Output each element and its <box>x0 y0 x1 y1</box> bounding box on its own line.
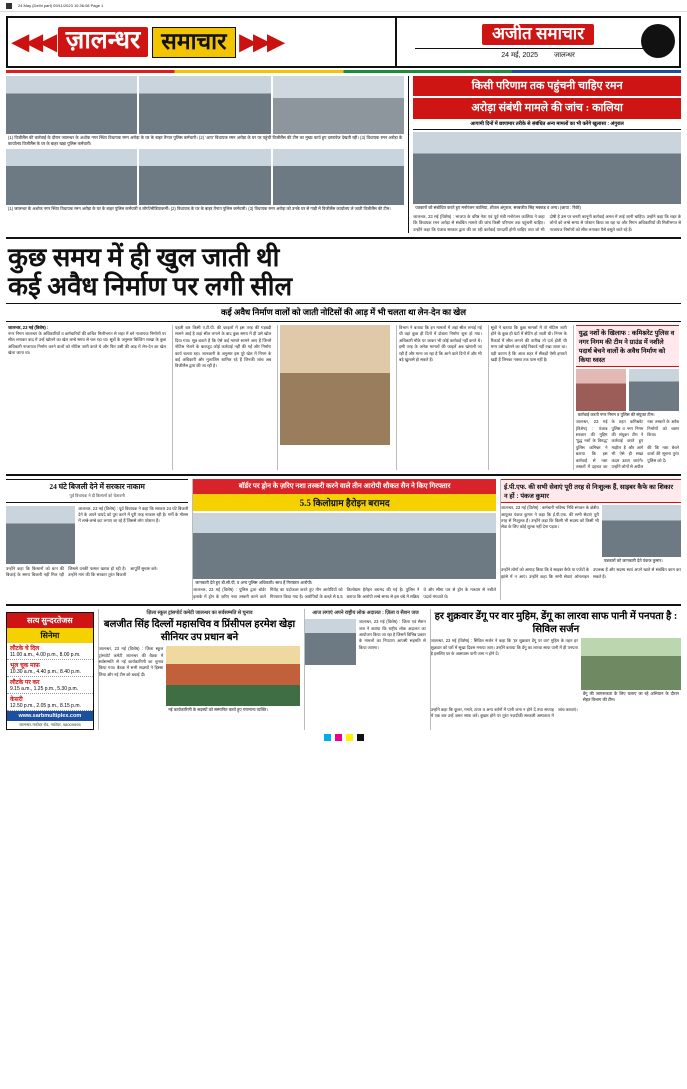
epf-photo <box>602 505 681 557</box>
war-on-drugs-headline: युद्ध नशों के खिलाफ : कमिश्नरेट पुलिस व नगर निगम की टीम ने ग्राउंड में नशीले पदार्थ बेचने वालों के अवैध निर्माण को किया ध्वस्त <box>576 325 679 367</box>
news-photo <box>6 149 137 205</box>
photo-caption-set1: (1) विजीलैंस की कार्रवाई के दौरान जालन्धर के अशोक नगर स्थित विधायक रमन अरोड़ा के घर के बाहर तैनात पुलिस कर्मचारी। (2) 'आप' विधायक रमन अरोड़ा के घर पर पहुंची विजीलैंस की टीम का मुख्य कार्य हुए दस्तावेज़ देखती रही। (3) विधायक रमन अरोड़ा के कार्यालय विजीलैंस के घर के बाहर खड़ा पुलिस कर्मचारी। <box>8 135 403 147</box>
cinema-movie-time: 11.00 a.m., 4.00 p.m., 8.00 p.m. <box>10 652 81 659</box>
micro-bar-text: 24 May (Delhi part) 09/11/2023 10:36:08 Page 1 <box>18 3 104 8</box>
lead-headline-line2: अरोड़ा संबंधी मामले की जांच : कालिया <box>413 98 681 118</box>
main-headline-line1: कुछ समय में ही खुल जाती थी <box>8 242 280 272</box>
border-drone-body: जालन्धर, 23 मई (विशेष) : पुलिस द्वारा बॉर्डर इलाके में ड्रोन के ज़रिए नशा तस्करी करने वाले गिरोह का पर्दाफाश करते हुए तीन आरोपियों को गिरफ्तार किया गया है। आरोपियों के कब्ज़े से 5.5 किलोग्राम हैरोइन बरामद की गई है। पुलिस ने बताया कि आरोपी लम्बे समय से इस धंधे में सक्रिय थे और सीमा पार से ड्रोन के माध्यम से नशीले पदार्थ मंगवाते थे। <box>193 587 496 599</box>
reg-mark-black <box>357 734 364 741</box>
mid-section <box>6 474 681 600</box>
news-photo <box>273 76 404 134</box>
power-story-headline: 24 घंटे बिजली देने में सरकार नाकाम <box>49 482 145 492</box>
news-photo <box>139 149 270 205</box>
brand-ajit-samachar: अजीत समाचार <box>482 24 594 45</box>
masthead-date: 24 मई, 2025 <box>501 52 539 59</box>
transport-body: जालन्धर, 23 मई (विशेष) : ज़िला स्कूल ट्रांसपोर्ट कमेटी जालन्धर की बैठक में सर्वसम्मति से नई कार्यकारिणी का चुनाव किया गया। बैठक में सभी सदस्यों ने हिस्सा लिया और नई टीम को बधाई दी। <box>98 646 164 677</box>
dengue-headline: हर शुक्रवार डेंगू पर वार मुहिम, डेंगू का लारवा साफ पानी में पनपता है : सिविल सर्जन <box>434 611 678 635</box>
transport-kicker: ज़िला स्कूल ट्रांसपोर्ट कमेटी जालन्धर का सर्वसम्मति से चुनाव <box>146 610 253 617</box>
masthead-left <box>8 18 397 66</box>
epf-headline: ई.पी.एफ. की सभी सेवाएं पूरी तरह से निःशुल्क हैं, साइबर कैफे का शिकार न हों : पंकज कुमार <box>501 479 681 503</box>
transport-committee-story <box>98 609 301 730</box>
lead-subhead: आगामी दिनों में छापामार तरीके से संबंधित अन्य मामलों का भी करेंगे खुलासा : अंगुराल <box>413 119 681 130</box>
epf-story <box>500 479 681 600</box>
cinema-movie-title: भूल चूक माफ़ <box>10 663 40 670</box>
main-story-photo <box>280 325 390 445</box>
cinema-website-link[interactable]: www.sarbmultiplex.com <box>7 711 93 721</box>
news-photo <box>6 76 137 134</box>
masthead-right <box>397 18 679 66</box>
lok-adalat-story <box>304 609 426 730</box>
main-story-text-1: नगर निगम जालन्धर के अधिकारियों व कर्मचारियों की कथित मिलीभगत से शहर में बने नाजायज निर्माणों पर सील लगाकर बाद में उन्हें खोलने का खेल लम्बे समय से चल रहा था। सूत्रों के अनुसार बिल्डिंग शाखा के कुछ अधिकारी नाजायज निर्माण करने वालों को नोटिस जारी करते थे और फिर उसी की आड़ में लेन-देन का खेल खेला जाता था। <box>8 331 166 356</box>
photo-grid-row2 <box>6 149 404 205</box>
main-headline-subhead: कई अवैध निर्माण वालों को जाती नोटिसों की आड़ में भी चलता था लेन-देन का खेल <box>6 304 681 322</box>
main-story-col2 <box>172 325 273 470</box>
main-story-col1 <box>6 325 168 470</box>
cinema-movie-time: 9.15 a.m., 1.25 p.m., 5.30 p.m. <box>10 686 79 693</box>
masthead-title-jalandhar: ज़ालन्धर <box>58 27 149 57</box>
power-story-subtitle: पूर्व विधायक ने दी किसानों को चेतावनी <box>69 492 125 498</box>
border-drone-story <box>192 479 496 600</box>
main-story-text-2: पहली बार किसी ए.टी.पी. की फाइलों में इस तरह की गड़बड़ी सामने आई है जहां सील लगाने के बाद कुछ समय में ही उसे खोल दिया गया। सूत्र बताते हैं कि ऐसे कई मामले सामने आए हैं जिनमें नोटिस भेजने के बावजूद कोई कार्रवाई नहीं की गई और निर्माण कार्य चलता रहा। जानकारी के अनुसार इस पूरे खेल में निगम के कई अधिकारी और मुलाजिम शामिल रहे हैं जिनकी जांच अब विजीलैंस द्वारा की जा रही है। <box>175 325 272 369</box>
power-story-photo <box>6 506 75 564</box>
transport-photo-caption: नई कार्यकारिणी के सदस्यों को सम्मानित करते हुए गणमान्य व्यक्ति। <box>168 707 268 713</box>
reg-mark-magenta <box>335 734 342 741</box>
transport-photo <box>166 646 300 706</box>
cinema-listing <box>6 609 94 730</box>
war-photo-1 <box>576 369 626 411</box>
main-headline-line2: कई अवैध निर्माण पर लगी सील <box>8 272 293 302</box>
main-headline-block <box>6 237 681 304</box>
masthead-city: जालन्धर <box>554 52 575 59</box>
dengue-story <box>430 609 681 730</box>
cinema-address: जालन्धर-नकोदर रोड, नकोदर, 98009595 <box>19 722 81 728</box>
epf-photo-caption: पत्रकारों को जानकारी देते पंकज कुमार। <box>603 558 663 564</box>
cinema-row[interactable] <box>7 643 93 660</box>
main-story-photo-col <box>277 325 392 470</box>
lead-photo-caption: पत्रकारों को संबोधित करते हुए मनोरंजन कालिया, शीतल अंगुराल, सरबजीत सिंह मक्कड़ व अन्य। (छाया : रिंकी) <box>415 204 581 210</box>
news-photo <box>139 76 270 134</box>
border-drone-yellow-band: 5.5 किलोग्राम हैरोइन बरामद <box>193 494 496 511</box>
browser-micro-bar <box>0 0 687 12</box>
cinema-row[interactable] <box>7 677 93 694</box>
bottom-section <box>6 604 681 730</box>
cinema-movie-title: लौटके पर कर <box>10 680 40 687</box>
rainbow-divider <box>6 70 681 73</box>
lead-story-right <box>408 76 681 233</box>
news-photo <box>273 149 404 205</box>
war-photo-2 <box>629 369 679 411</box>
cinema-movie-title: लौटके चे दिल <box>10 646 40 653</box>
lok-adalat-body: जालन्धर, 23 मई (विशेष) : ज़िला एवं सैशन जज ने बताया कि राष्ट्रीय लोक अदालत का आयोजन किया जा रहा है जिसमें विभिन्न प्रकार के मामलों का निपटारा आपसी सहमति से किया जाएगा। <box>358 619 426 650</box>
main-story-text-4: सूत्रों ने बताया कि कुछ मामलों में तो नोटिस जारी होने के कुछ ही घंटों में सेटिंग हो जाती थी। निगम के रिकार्ड में सील लगाने की तारीख तो दर्ज होती थी मगर उसे खोलने का कोई रिकार्ड नहीं रखा जाता था। यही कारण है कि आज शहर में सैंकड़ों ऐसी इमारतें खड़ी हैं जिनका नक्शा तक पास नहीं है। <box>490 325 567 362</box>
main-story-col4 <box>488 325 569 470</box>
lead-story-body: जालन्धर, 23 मई (विशेष) : भाजपा के वरिष्ठ नेता एवं पूर्व मंत्री मनोरंजन कालिया ने कहा कि विधायक रमन अरोड़ा से संबंधित मामले की जांच किसी परिणाम तक पहुंचनी चाहिए। उन्होंने कहा कि पंजाब सरकार द्वारा की जा रही कार्रवाई पारदर्शी होनी चाहिए तथा जो भी दोषी है उस पर बनती कानूनी कार्रवाई अमल में लाई जानी चाहिए। उन्होंने कहा कि शहर के लोगों को लम्बे समय से परेशान किया जा रहा था और निगम अधिकारियों की मिलीभगत से नाजायज निर्माणों को सील लगाकर पैसे वसूले जाते रहे हैं। <box>413 213 681 232</box>
border-drone-caption: जानकारी देते हुए डी.सी.पी. व अन्य पुलिस अधिकारी। साथ हैं गिरफ्तार आरोपी। <box>195 580 313 586</box>
masthead-circle-logo <box>641 24 675 58</box>
dengue-body-2: उन्होंने कहा कि कूलर, गमले, टायर व अन्य बर्तनों में पानी जमा न होने दें तथा सप्ताह में एक बार उन्हें ज़रूर साफ करें। बुखार होने पर तुरंत नज़दीकी सरकारी अस्पताल में जांच करवाएं। <box>430 706 578 719</box>
arrow-left-icon: ◀◀◀ <box>12 29 54 54</box>
dengue-photo <box>581 638 681 690</box>
arrow-right-icon: ▶▶▶ <box>239 29 282 54</box>
cinema-row[interactable] <box>7 694 93 711</box>
top-section <box>6 76 681 233</box>
cinema-movie-time: 12.50 p.m., 2.05 p.m., 8.15 p.m. <box>10 703 81 710</box>
dengue-photo-caption: डेंगू की जागरूकता के लिए चलाए जा रहे अभियान के दौरान सेहत विभाग की टीम। <box>582 691 679 703</box>
photo-caption-set2: (1) जालन्धर के अशोक नगर स्थित विधायक रमन अरोड़ा के घर के बाहर पुलिस कर्मचारी व लोगों/मीडियाकर्मी। (2) विधायक के घर के बाहर तैनात पुलिस कर्मचारी। (3) विधायक रमन अरोड़ा को उनके घर से गाड़ी में विजीलैंस कार्यालय ले जाती विजीलैंस की टीम। <box>8 205 391 211</box>
photo-grid-row1 <box>6 76 404 134</box>
main-story-col3 <box>396 325 484 470</box>
epf-body-1: जालन्धर, 23 मई (विशेष) : कर्मचारी भविष्य निधि संगठन के क्षेत्रीय आयुक्त पंकज कुमार ने कहा कि ई.पी.एफ. की सभी सेवाएं पूरी तरह से निःशुल्क हैं। उन्होंने कहा कि किसी भी सदस्य को किसी भी सेवा के लिए कोई शुल्क नहीं देना पड़ता। <box>501 505 599 530</box>
war-on-drugs-story <box>573 325 681 470</box>
lead-headline-line1: किसी परिणाम तक पहुंचनी चाहिए रमन <box>413 76 681 96</box>
reg-mark-yellow <box>346 734 353 741</box>
registration-marks <box>6 730 681 747</box>
lok-adalat-photo <box>305 619 356 665</box>
main-story-row <box>6 325 681 470</box>
top-left-photos <box>6 76 404 233</box>
masthead-meta <box>415 48 661 60</box>
power-story-body2: उन्होंने कहा कि किसानों को धान की बिजाई के समय बिजली नहीं मिल रही जिससे उनकी फसल खराब हो रही है। उन्होंने मांग की कि सरकार तुरंत बिजली आपूर्ति सुचारु करे। <box>6 565 158 577</box>
main-story-dateline: जालन्धर, 23 मई (विशेष) : <box>8 325 49 331</box>
lead-photo <box>413 132 681 204</box>
reg-mark-cyan <box>324 734 331 741</box>
cinema-movie-title: केसरी <box>10 697 23 704</box>
war-story-body-1: जालन्धर, 23 मई (विशेष) : पंजाब सरकार की मुहिम 'युद्ध नशों के विरुद्ध' के तहत कमिश्नरेट पुलिस व नगर निगम की संयुक्त टीम ने कार्रवाई करते हुए नशा तस्करों के अवैध निर्माणों को ध्वस्त किया। <box>575 419 679 444</box>
cinema-title: सिनेमा <box>7 628 93 643</box>
war-story-body-2: पुलिस कमिश्नर ने बताया कि इस कार्रवाई से नशा तस्करों में दहशत का माहौल है और आगे भी ऐसे ही सख्त कदम उठाए जाएंगे। उन्होंने लोगों से अपील की कि नशा बेचने वालों की सूचना तुरंत पुलिस को दें। <box>575 444 679 469</box>
cinema-movie-time: 10.30 a.m., 4.40 p.m., 8.40 p.m. <box>10 669 81 676</box>
border-drone-photo <box>193 513 496 579</box>
micro-square-icon <box>6 3 12 9</box>
war-photo-caption: कार्रवाई करती नगर निगम व पुलिस की संयुक्त टीम। <box>577 412 655 418</box>
transport-headline: बलजीत सिंह दिल्लों महासचिव व प्रिंसीपल हरमेश खेड़ा सीनियर उप प्रधान बने <box>103 619 296 643</box>
lok-adalat-kicker: आज लगाएं अपने राष्ट्रीय लोक अदालत : ज़िला व सैशन जज <box>312 610 419 617</box>
cinema-brand: सत्य सुन्दरतेजस <box>7 613 93 628</box>
masthead <box>6 16 681 68</box>
border-drone-headline: बॉर्डर पर ड्रोन के ज़रिए नशा तस्करी करने वाले तीन आरोपी शौकत सैन ने किए गिरफ्तार <box>193 479 496 494</box>
power-story <box>6 479 188 600</box>
dengue-body: जालन्धर, 23 मई (विशेष) : सिविल सर्जन ने कहा कि 'हर शुक्रवार डेंगू पर वार' मुहिम के तहत हर शुक्रवार को घरों में सूखा दिवस मनाया जाए। उन्होंने बताया कि डेंगू का लारवा साफ पानी में ही पनपता है इसलिए घर के आसपास पानी जमा न होने दें। <box>430 638 578 656</box>
epf-body-2: उन्होंने लोगों को आगाह किया कि वे साइबर कैफे या एजेंटों के झांसे में न आएं। उन्होंने कहा कि सभी सेवाएं ऑनलाइन उपलब्ध हैं और सदस्य स्वयं अपने खाते से संबंधित काम कर सकते हैं। <box>501 567 681 579</box>
masthead-title-samachar: समाचार <box>152 27 235 58</box>
cinema-row[interactable] <box>7 660 93 677</box>
power-story-body: जालन्धर, 23 मई (विशेष) : पूर्व विधायक ने कहा कि सरकार 24 घंटे बिजली देने के अपने वायदे को पूरा करने में पूरी तरह नाकाम रही है। गर्मी के मौसम में लम्बे-लम्बे कट लगाए जा रहे हैं जिससे लोग परेशान हैं। <box>78 505 189 524</box>
main-story-text-3: विभाग ने बताया कि इन मामलों में जहां सील लगाई गई थी वहां कुछ ही दिनों में दोबारा निर्माण शुरू हो गया। अधिकारी मौके पर जाकर भी कोई कार्रवाई नहीं करते थे। इसी तरह के अनेक मामलों की फाइलें अब खंगाली जा रही हैं और माना जा रहा है कि आने वाले दिनों में और भी बड़े खुलासे हो सकते हैं। <box>399 325 482 362</box>
